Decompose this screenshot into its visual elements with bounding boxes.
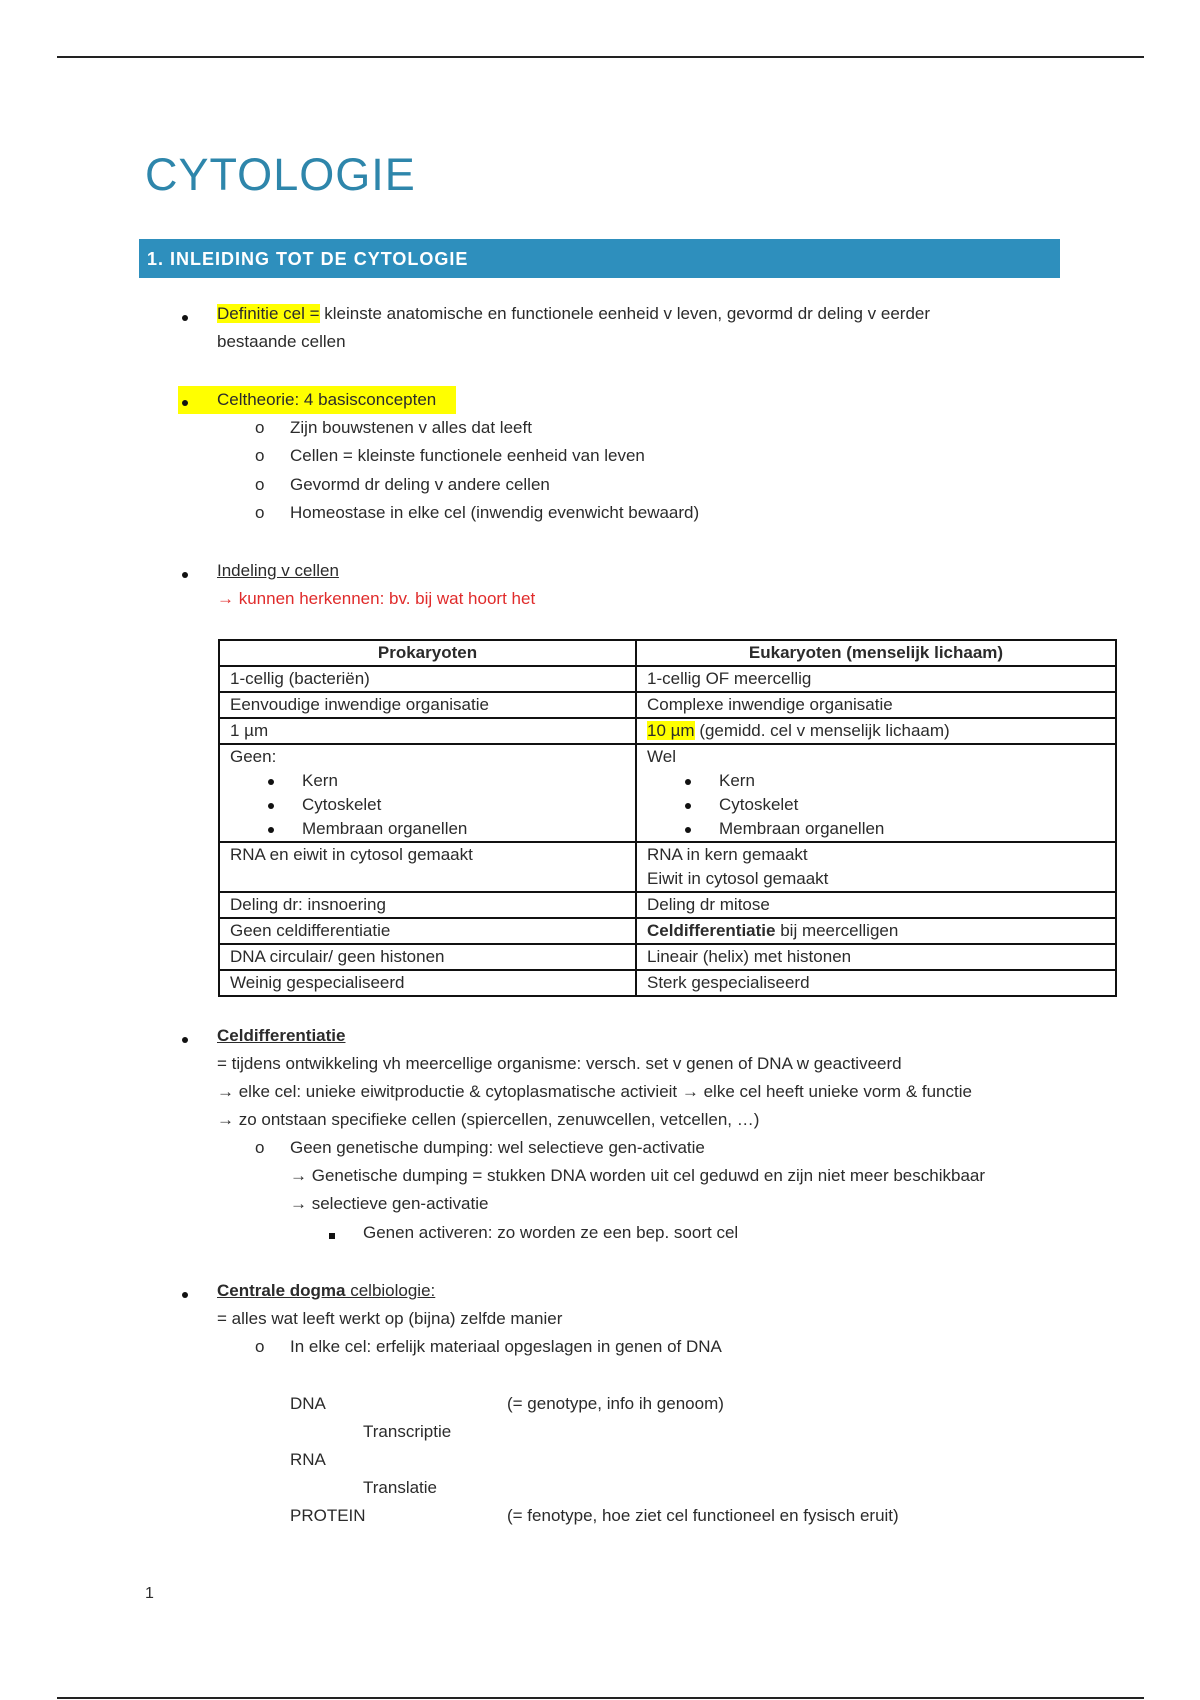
dogma-heading: Centrale dogma celbiologie: <box>217 1281 436 1300</box>
table-cell: Weinig gespecialiseerd <box>219 970 636 996</box>
indeling-heading: Indeling v cellen <box>217 561 339 580</box>
table-cell: 10 µm (gemidd. cel v menselijk lichaam) <box>636 718 1116 744</box>
page-number: 1 <box>145 1585 154 1602</box>
definitie-line1: Definitie cel = kleinste anatomische en functionele eenheid v leven, gevormd dr deling v eerder <box>217 304 931 323</box>
table-row <box>219 892 1116 918</box>
table-row <box>219 718 1116 744</box>
dogma-protein-note: (= fenotype, hoe ziet cel functioneel en fysisch eruit) <box>507 1506 899 1525</box>
dogma-transcriptie: Transcriptie <box>363 1422 452 1441</box>
footer-rule <box>57 1697 1144 1699</box>
dogma-rna: RNA <box>290 1450 326 1469</box>
dogma-dna-note: (= genotype, info ih genoom) <box>507 1394 724 1413</box>
celtheorie-item: Gevormd dr deling v andere cellen <box>290 475 550 494</box>
square-bullet <box>329 1220 335 1248</box>
bullet <box>182 1024 188 1052</box>
table-cell: Wel Kern Cytoskelet Membraan organellen <box>636 744 1116 842</box>
table-row <box>219 666 1116 692</box>
table-cell: Geen: Kern Cytoskelet Membraan organellen <box>219 744 636 842</box>
table-cell: Sterk gespecialiseerd <box>636 970 1116 996</box>
celtheorie-heading: Celtheorie: 4 basisconcepten <box>217 390 437 409</box>
table-row <box>219 970 1116 996</box>
celtheorie-item: Zijn bouwstenen v alles dat leeft <box>290 418 532 437</box>
bullet <box>182 1279 188 1307</box>
comparison-table <box>218 639 1117 997</box>
definitie-line2: bestaande cellen <box>217 332 346 351</box>
sub-bullet: o <box>255 418 265 437</box>
celdiff-line: → elke cel: unieke eiwitproductie & cytoplasmatische activieit → elke cel heeft unieke vorm & functie <box>217 1082 972 1101</box>
table-cell: 1 µm <box>219 718 636 744</box>
table-cell: RNA in kern gemaakt Eiwit in cytosol gemaakt <box>636 842 1116 892</box>
bullet <box>182 559 188 587</box>
celdiff-line: → zo ontstaan specifieke cellen (spiercellen, zenuwcellen, vetcellen, …) <box>217 1110 760 1129</box>
bullet <box>182 387 188 415</box>
table-cell: Lineair (helix) met histonen <box>636 944 1116 970</box>
bullet <box>182 302 188 330</box>
celdiff-line: = tijdens ontwikkeling vh meercellige organisme: versch. set v genen of DNA w geactiveerd <box>217 1054 902 1073</box>
sub-bullet: o <box>255 1337 265 1356</box>
sub-bullet: o <box>255 503 265 522</box>
table-cell: Eenvoudige inwendige organisatie <box>219 692 636 718</box>
dogma-sub: In elke cel: erfelijk materiaal opgeslagen in genen of DNA <box>290 1337 722 1356</box>
table-row <box>219 918 1116 944</box>
table-row <box>219 744 1116 842</box>
celdiff-sub-line: → Genetische dumping = stukken DNA worden uit cel geduwd en zijn niet meer beschikbaar <box>290 1166 986 1185</box>
table-cell: DNA circulair/ geen histonen <box>219 944 636 970</box>
table-cell: Complexe inwendige organisatie <box>636 692 1116 718</box>
table-header-row <box>219 640 1116 666</box>
column-header: Prokaryoten <box>219 640 636 666</box>
sub-bullet: o <box>255 446 265 465</box>
dogma-line: = alles wat leeft werkt op (bijna) zelfde manier <box>217 1309 563 1328</box>
table-cell: Deling dr: insnoering <box>219 892 636 918</box>
section-heading: 1. INLEIDING TOT DE CYTOLOGIE <box>139 239 1060 278</box>
table-cell: 1-cellig (bacteriën) <box>219 666 636 692</box>
table-cell: RNA en eiwit in cytosol gemaakt <box>219 842 636 892</box>
celdiff-sub: Geen genetische dumping: wel selectieve gen-activatie <box>290 1138 705 1157</box>
celtheorie-item: Cellen = kleinste functionele eenheid van leven <box>290 446 645 465</box>
celdiff-heading: Celdifferentiatie <box>217 1026 346 1045</box>
celdiff-sub-bullet: Genen activeren: zo worden ze een bep. soort cel <box>363 1223 739 1242</box>
sub-bullet: o <box>255 475 265 494</box>
celdiff-sub-line: → selectieve gen-activatie <box>290 1194 489 1213</box>
table-cell: Geen celdifferentiatie <box>219 918 636 944</box>
dogma-dna: DNA <box>290 1394 326 1413</box>
table-cell: Celdifferentiatie bij meercelligen <box>636 918 1116 944</box>
dogma-protein: PROTEIN <box>290 1506 366 1525</box>
sub-bullet: o <box>255 1138 265 1157</box>
dogma-translatie: Translatie <box>363 1478 438 1497</box>
column-header: Eukaryoten (menselijk lichaam) <box>636 640 1116 666</box>
celtheorie-item: Homeostase in elke cel (inwendig evenwicht bewaard) <box>290 503 700 522</box>
header-rule <box>57 56 1144 58</box>
document-title: CYTOLOGIE <box>145 149 416 200</box>
table-row <box>219 944 1116 970</box>
indeling-note: → kunnen herkennen: bv. bij wat hoort het <box>217 589 536 608</box>
table-row <box>219 842 1116 892</box>
table-row <box>219 692 1116 718</box>
table-cell: 1-cellig OF meercellig <box>636 666 1116 692</box>
table-cell: Deling dr mitose <box>636 892 1116 918</box>
